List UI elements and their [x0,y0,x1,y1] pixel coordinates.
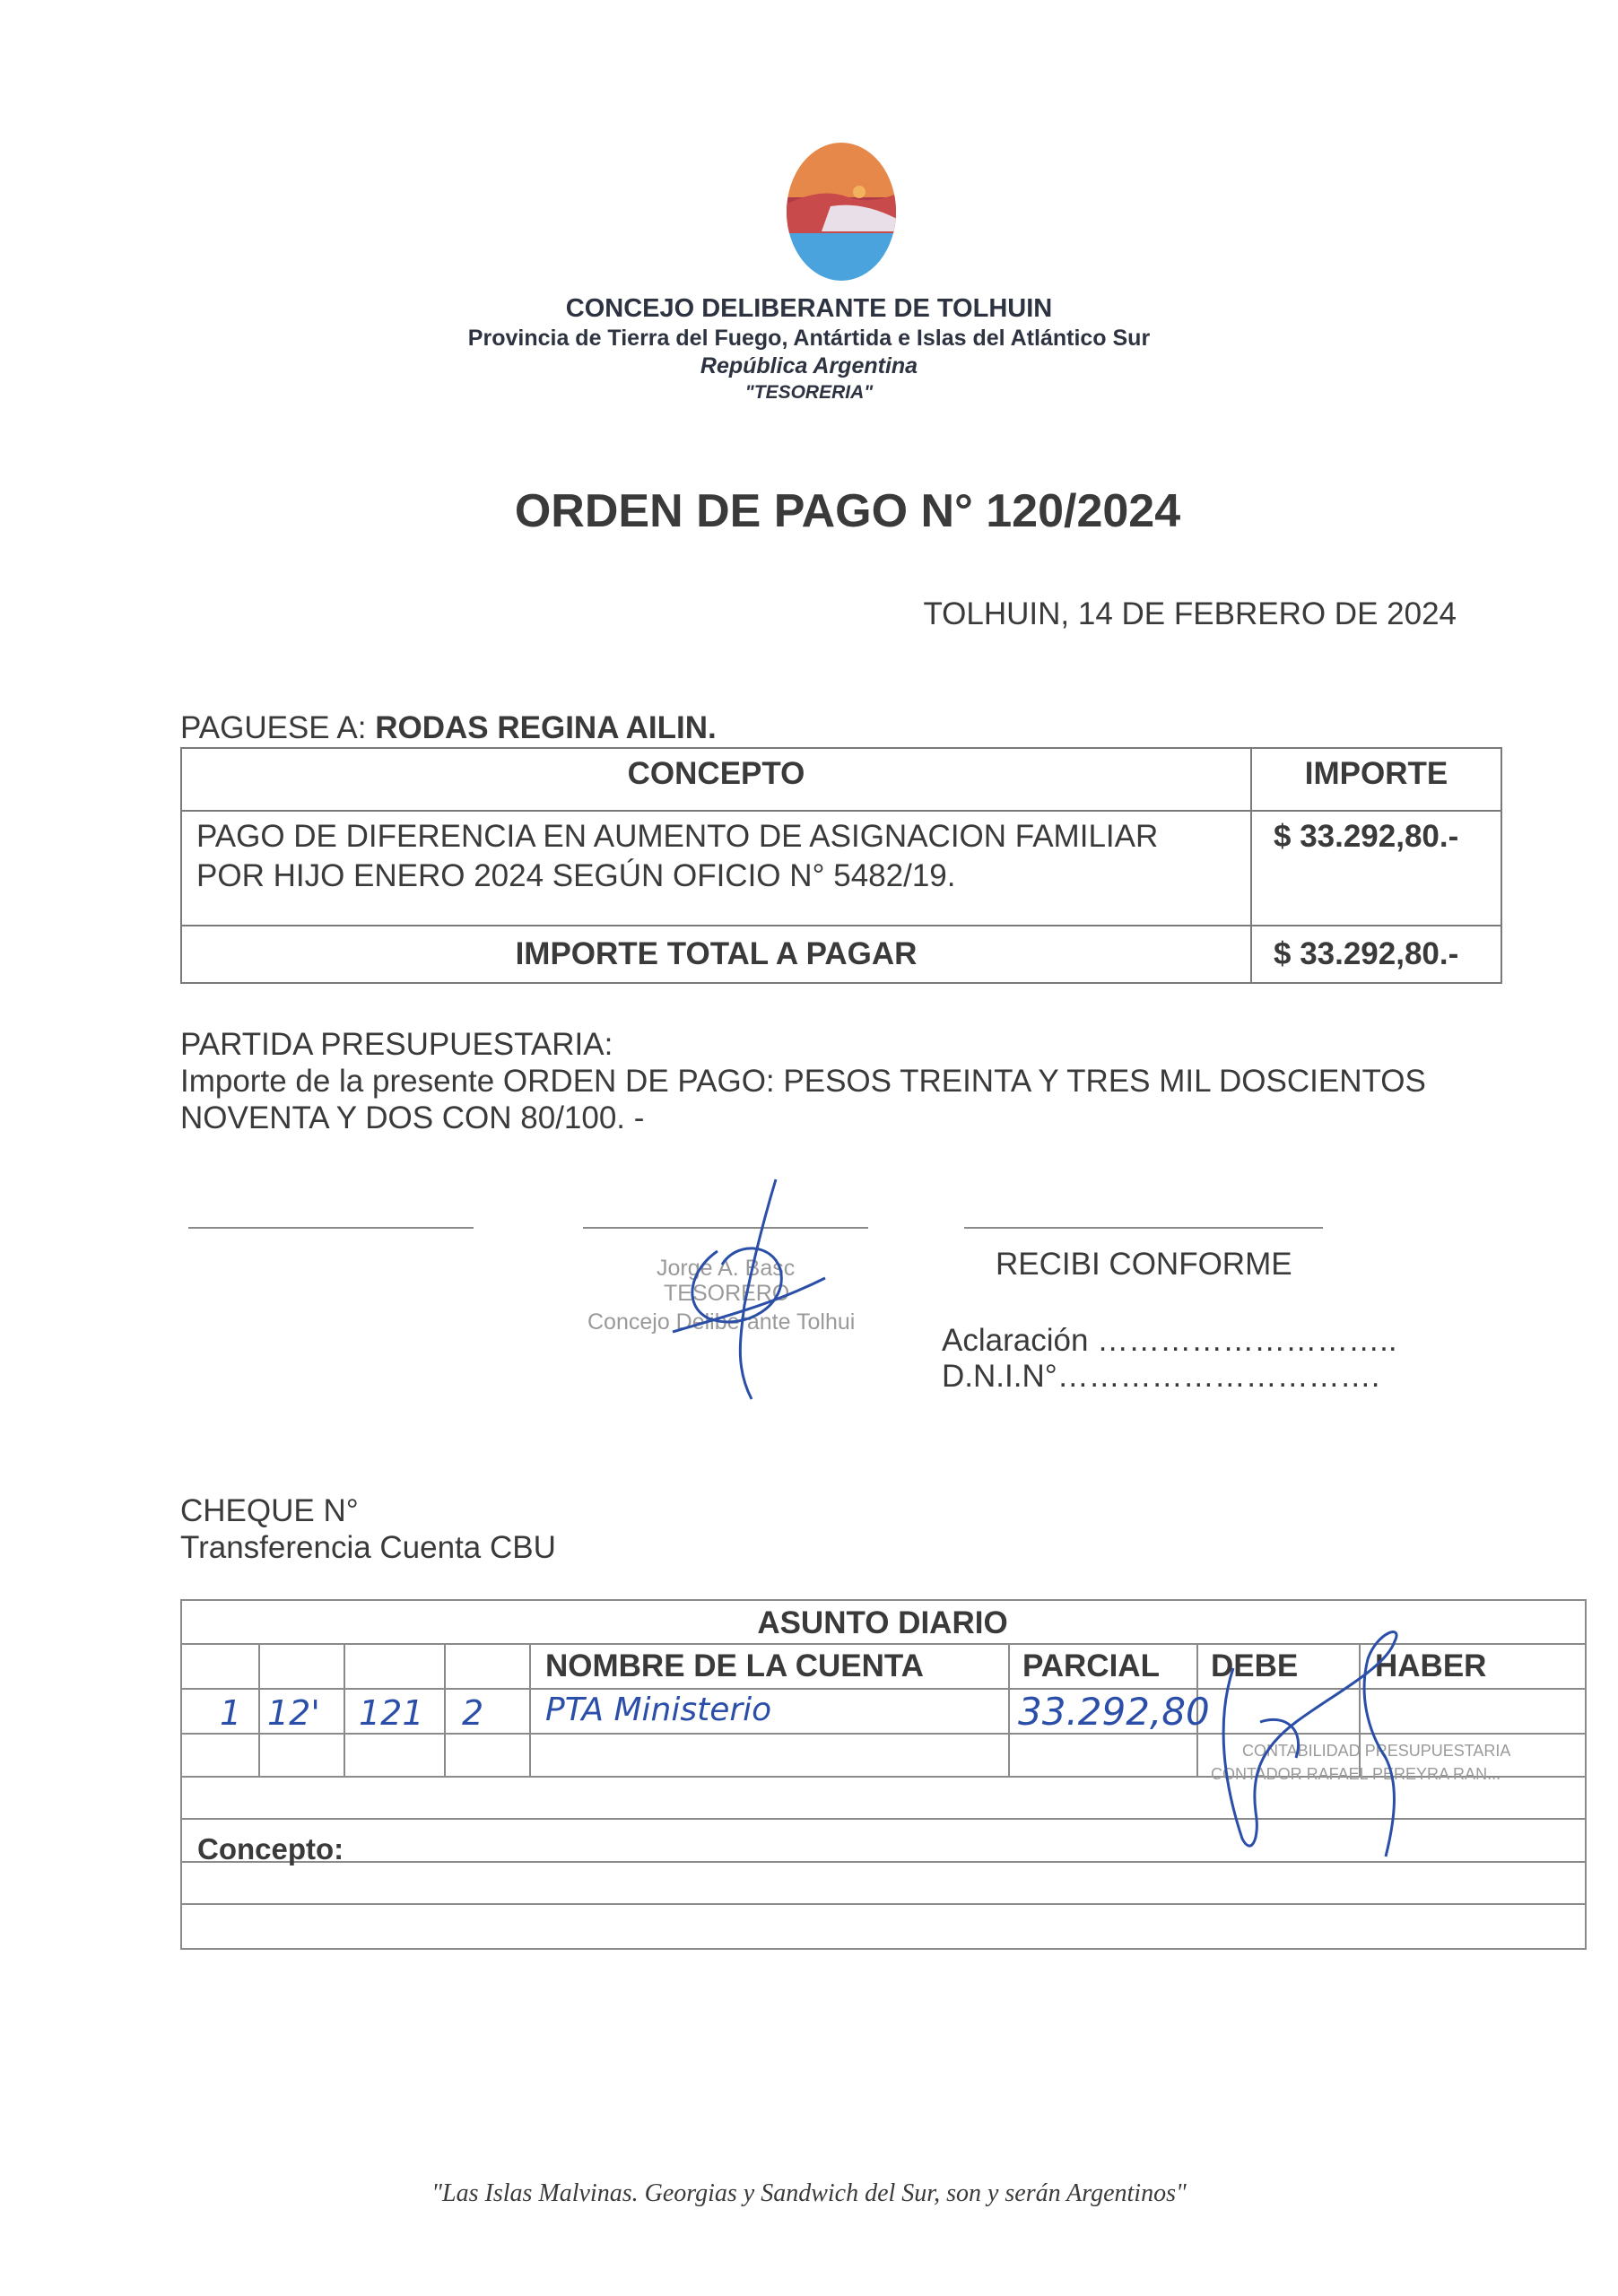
concept-line-2: POR HIJO ENERO 2024 SEGÚN OFICIO N° 5482/19. [196,858,956,893]
concept-header: CONCEPTO [181,748,1251,811]
journal-title: ASUNTO DIARIO [757,1605,1008,1640]
concept-amount: $ 33.292,80.- [1251,811,1501,926]
total-row [181,926,1501,983]
concept-row [181,811,1501,926]
total-amount: $ 33.292,80.- [1251,926,1501,983]
received-label: RECIBI CONFORME [996,1247,1292,1282]
institution-logo [786,142,897,282]
department-name: "TESORERIA" [744,382,874,403]
journal-col-divider [444,1643,446,1778]
amount-header: IMPORTE [1251,748,1501,811]
aclaracion-field: Aclaración ……………………….. [942,1323,1397,1358]
signature-line-right [964,1227,1323,1229]
payee-name: RODAS REGINA AILIN. [375,710,717,745]
concept-header-row [181,748,1501,811]
journal-code-3: 121 [359,1693,424,1733]
payee-line [180,710,717,746]
journal-concept-label: Concepto: [197,1832,344,1866]
journal-account-handwritten: PTA Ministerio [545,1692,772,1728]
concept-description [181,811,1251,926]
accounting-stamp-line-2: CONTADOR RAFAEL PEREYRA RAN... [1211,1765,1501,1783]
journal-col-divider [529,1643,531,1778]
journal-col-partial: PARCIAL [1022,1648,1160,1683]
signature-line-left [188,1227,474,1229]
payee-label: PAGUESE A: [180,710,367,745]
order-date: TOLHUIN, 14 DE FEBRERO DE 2024 [923,596,1457,631]
journal-col-divider [1008,1643,1010,1778]
accounting-stamp-line-1: CONTABILIDAD PRESUPUESTARIA [1242,1742,1511,1760]
journal-code-2: 12' [267,1693,320,1733]
total-label: IMPORTE TOTAL A PAGAR [181,926,1251,983]
journal-code-4: 2 [462,1693,484,1733]
concept-table [180,747,1502,984]
journal-col-debit: DEBE [1211,1648,1299,1683]
journal-col-account: NOMBRE DE LA CUENTA [545,1648,924,1683]
treasurer-stamp-role: TESORERO [664,1281,790,1306]
journal-col-divider [344,1643,345,1778]
dni-field: D.N.I.N°…………………………. [942,1359,1380,1394]
transfer-label: Transferencia Cuenta CBU [180,1530,556,1565]
concept-line-1: PAGO DE DIFERENCIA EN AUMENTO DE ASIGNACION FAMILIAR [196,819,1159,854]
journal-code-1: 1 [220,1693,242,1733]
amount-words-line-1: Importe de la presente ORDEN DE PAGO: PESOS TREINTA Y TRES MIL DOSCIENTOS [180,1064,1426,1099]
accountant-signature [1206,1614,1422,1866]
order-title: ORDEN DE PAGO N° 120/2024 [514,485,1181,537]
amount-words-line-2: NOVENTA Y DOS CON 80/100. - [180,1100,645,1135]
footer-motto: "Las Islas Malvinas. Georgias y Sandwich del Sur, son y serán Argentinos" [431,2179,1187,2207]
country-name: República Argentina [700,353,918,378]
treasurer-stamp-name: Jorge A. Basc [657,1256,796,1281]
institution-name: CONCEJO DELIBERANTE DE TOLHUIN [565,294,1053,323]
partida-label: PARTIDA PRESUPUESTARIA: [180,1027,613,1062]
journal-col-divider [258,1643,260,1778]
treasurer-stamp-org: Concejo Deliberante Tolhui [587,1309,856,1335]
journal-col-credit: HABER [1375,1648,1487,1683]
journal-partial-handwritten: 33.292,80 [1018,1690,1210,1734]
journal-line [180,1903,1585,1905]
cheque-label: CHEQUE N° [180,1493,359,1528]
treasurer-signature [655,1170,834,1404]
province-name: Provincia de Tierra del Fuego, Antártida e Islas del Atlántico Sur [467,326,1151,351]
